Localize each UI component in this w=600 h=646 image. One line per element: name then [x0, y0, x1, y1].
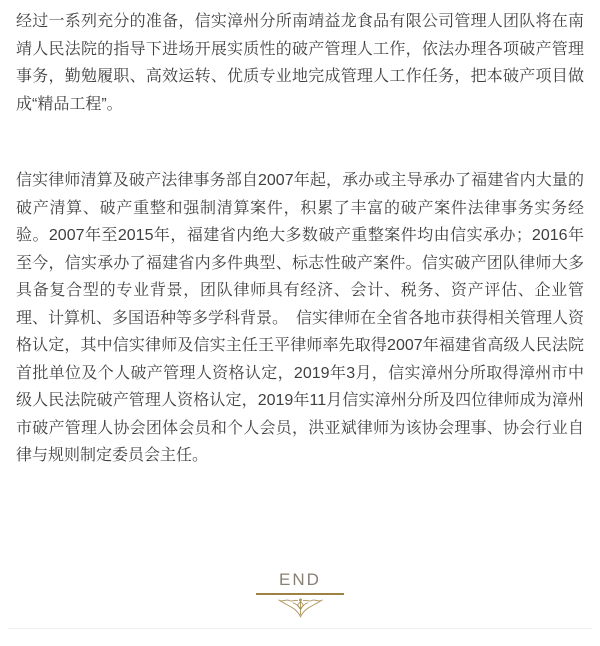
end-marker-block [0, 569, 600, 619]
end-label: END [279, 570, 321, 589]
filigree-ornament-icon [277, 597, 324, 619]
paragraph-2: 信实律师清算及破产法律事务部自2007年起，承办或主导承办了福建省内大量的破产清算、破产重整和强制清算案件，积累了丰富的破产案件法律事务实务经验。2007年至2015年，福建省内绝大多数破产重整案件均由信实承办；2016年至今，信实承办了福建省内多件典型、标志性破产案件。信实破产团队律师大多具备复合型的专业背景，团队律师具有经济、会计、税务、资产评估、企业管理、计算机、多国语种等多学科背景。 信实律师在全省各地市获得相关管理人资格认定，其中信实律师及信实主任王平律师率先取得2007年福建省高级人民法院首批单位及个人破产管理人资格认定，2019年3月，信实漳州分所取得漳州市中级人民法院破产管理人资格认定，2019年11月信实漳州分所及四位律师成为漳州市破产管理人协会团体会员和个人会员，洪亚斌律师为该协会理事、协会行业自律与规则制定委员会主任。 [16, 172, 585, 464]
paragraph-1: 经过一系列充分的准备，信实漳州分所南靖益龙食品有限公司管理人团队将在南靖人民法院的指导下进场开展实质性的破产管理人工作，依法办理各项破产管理事务，勤勉履职、高效运转、优质专业地完成管理人工作任务，把本破产项目做成“精品工程”。 [16, 13, 584, 113]
article-body [16, 0, 584, 470]
end-divider-line [256, 593, 344, 595]
bottom-divider [8, 628, 592, 629]
